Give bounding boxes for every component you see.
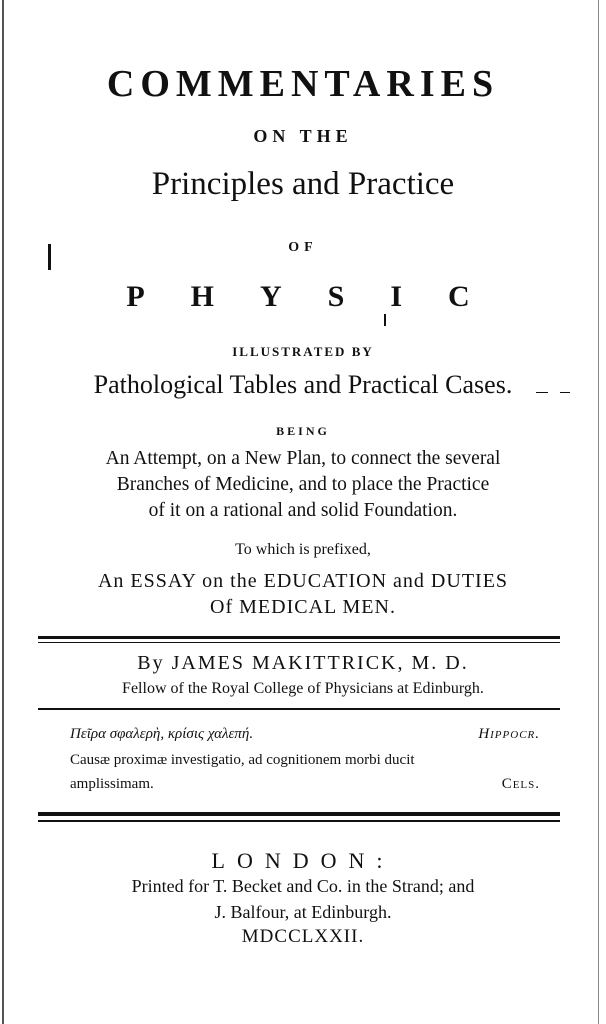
divider-rule bbox=[38, 636, 560, 639]
author-affiliation: Fellow of the Royal College of Physicians at Edinburgh. bbox=[122, 680, 484, 697]
epigraph-latin-source: Cels. bbox=[501, 776, 540, 792]
being-label: BEING bbox=[276, 424, 330, 438]
divider-rule bbox=[38, 812, 560, 816]
epigraph-latin-text: Causæ proximæ investigatio, ad cognitionem morbi ducit bbox=[70, 752, 415, 768]
imprint-date: MDCCLXXII. bbox=[241, 926, 365, 947]
book-title: COMMENTARIES bbox=[106, 63, 500, 105]
imprint-city: LONDON: bbox=[211, 848, 395, 873]
epigraph-latin-text: amplissimam. bbox=[70, 776, 154, 792]
epigraph-greek-text: Πεῖρα σφαλερὴ, κρίσις χαλεπή. bbox=[70, 726, 254, 742]
divider-rule bbox=[38, 642, 560, 643]
illustrated-by: ILLUSTRATED BY bbox=[232, 344, 374, 359]
attempt-line: of it on a rational and solid Foundation. bbox=[148, 500, 458, 521]
book-physic: PHYSIC bbox=[126, 280, 516, 313]
imprint-line: J. Balfour, at Edinburgh. bbox=[214, 902, 392, 922]
essay-title: Of MEDICAL MEN. bbox=[210, 596, 396, 618]
epigraph-greek bbox=[70, 726, 540, 743]
ink-mark bbox=[536, 392, 548, 393]
illustration-subject: Pathological Tables and Practical Cases. bbox=[93, 370, 513, 399]
essay-title: An ESSAY on the EDUCATION and DUTIES bbox=[97, 570, 509, 592]
book-subject: Principles and Practice bbox=[151, 166, 455, 202]
imprint-line: Printed for T. Becket and Co. in the Strand; and bbox=[131, 876, 475, 896]
epigraph-latin bbox=[70, 752, 540, 769]
divider-rule bbox=[38, 820, 560, 822]
ink-mark bbox=[560, 392, 570, 393]
divider-rule bbox=[38, 708, 560, 710]
title-of: OF bbox=[288, 240, 318, 255]
epigraph-greek-source: Hippocr. bbox=[478, 726, 540, 742]
epigraph-latin bbox=[70, 776, 540, 793]
title-connector: ON THE bbox=[253, 126, 353, 146]
attempt-line: An Attempt, on a New Plan, to connect the several bbox=[105, 448, 501, 469]
prefixed-note: To which is prefixed, bbox=[235, 541, 371, 558]
attempt-line: Branches of Medicine, and to place the Practice bbox=[116, 474, 490, 495]
ink-mark bbox=[384, 314, 386, 326]
ink-mark bbox=[48, 244, 51, 270]
author-line: By JAMES MAKITTRICK, M. D. bbox=[137, 652, 469, 674]
